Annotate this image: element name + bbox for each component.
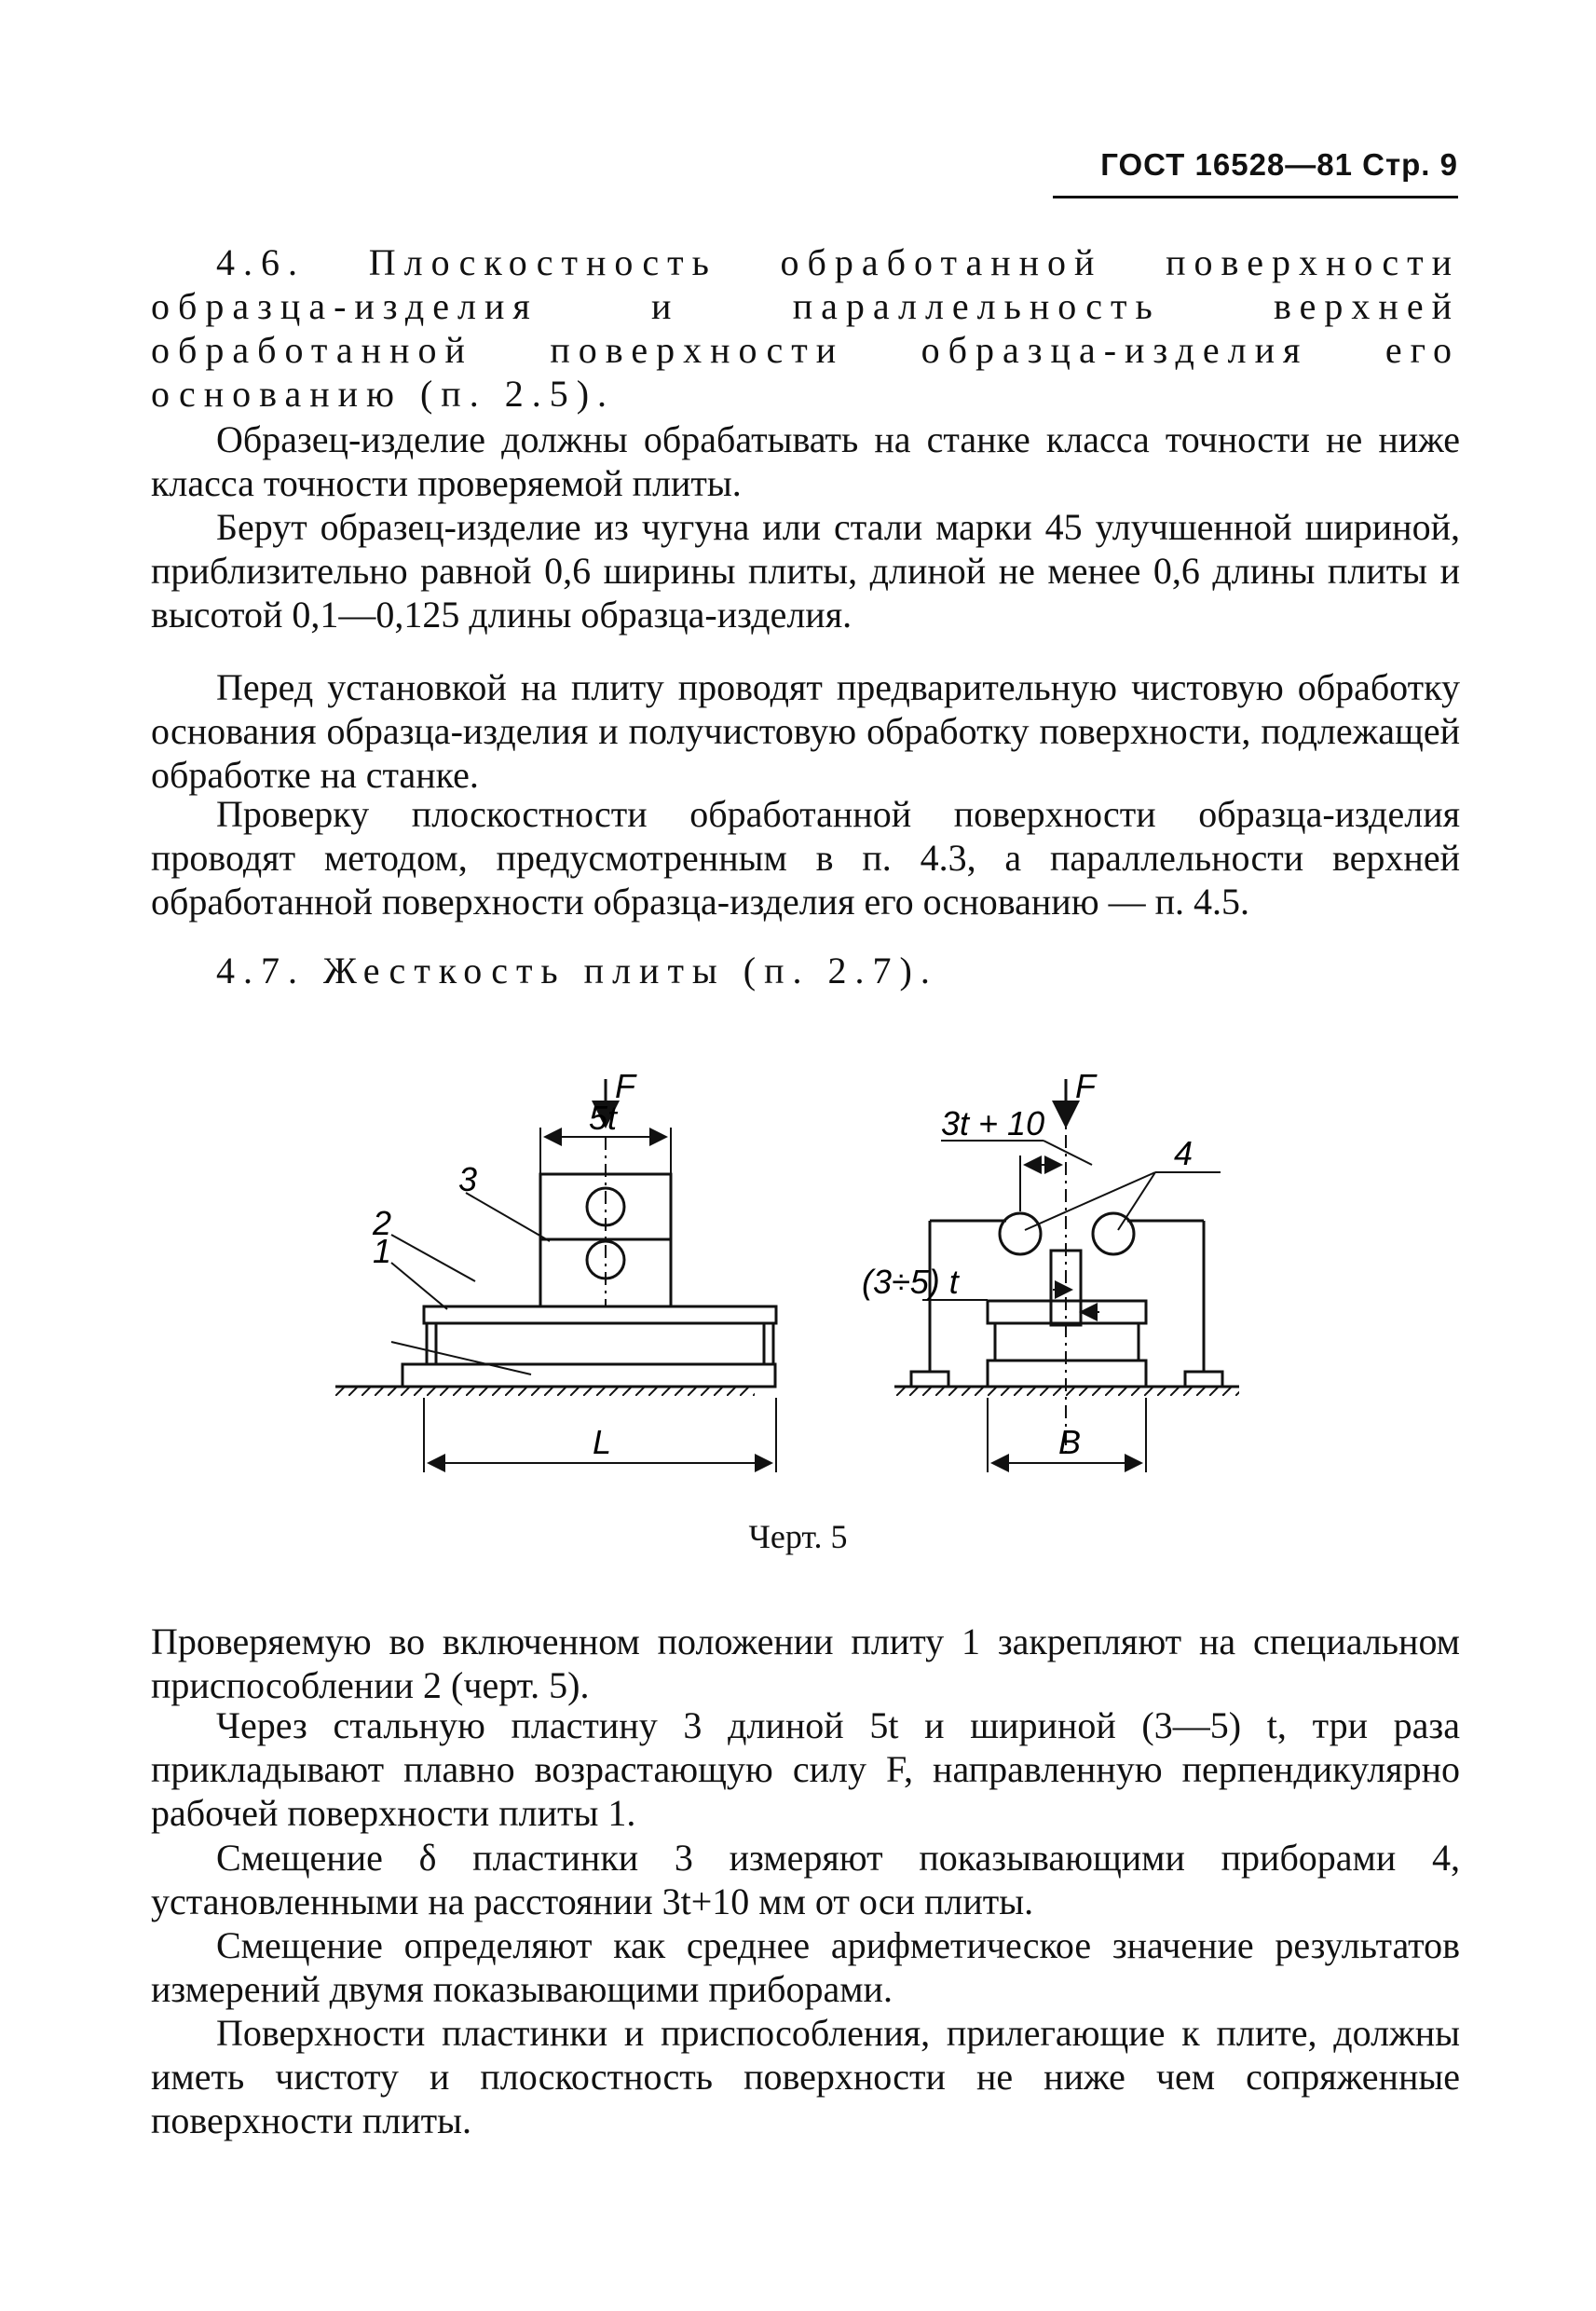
stiffness-test-diagram xyxy=(335,1044,1267,1491)
width-label-5t: 5t xyxy=(589,1099,618,1137)
length-label-L: L xyxy=(593,1423,612,1461)
section-4-7-heading: 4.7. Жесткость плиты (п. 2.7). xyxy=(216,950,938,991)
figure-caption: Черт. 5 xyxy=(748,1518,848,1555)
breadth-label-B: B xyxy=(1058,1423,1082,1461)
indicator-4-left xyxy=(1000,1213,1041,1254)
part-label-4: 4 xyxy=(1174,1134,1194,1172)
page-header: ГОСТ 16528—81 Стр. 9 xyxy=(1100,147,1458,182)
part-label-1: 1 xyxy=(373,1232,392,1270)
section-4-6-p4: Проверку плоскостности обработанной поверхности образца-изделия проводят методом, предусмотренным в п. 4.3, а параллельности верхней обработанной поверхности образца-изделия его основанию — п. 4.5. xyxy=(151,793,1460,923)
header-rule xyxy=(1053,196,1458,198)
body-p2: Через стальную пластину 3 длиной 5t и шириной (3—5) t, три раза прикладывают плавно возрастающую силу F, направленную перпендикулярно рабочей поверхности плиты 1. xyxy=(151,1704,1460,1834)
section-4-6-p2: Берут образец-изделие из чугуна или стали марки 45 улучшенной шириной, приблизительно равной 0,6 ширины плиты, длиной не менее 0,6 длины плиты и высотой 0,1—0,125 длины образца-изделия. xyxy=(151,506,1460,636)
section-4-6-heading: 4.6. Плоскостность обработанной поверхности образца-изделия и параллельность верхней обработанной поверхности образца-изделия его основанию (п. 2.5). xyxy=(151,241,1460,415)
body-p1: Проверяемую во включенном положении плиту 1 закрепляют на специальном приспособлении 2 (черт. 5). xyxy=(151,1620,1460,1706)
part-label-2: 2 xyxy=(373,1204,392,1242)
indicator-4-right xyxy=(1093,1213,1134,1254)
body-p5: Поверхности пластинки и приспособления, прилегающие к плите, должны иметь чистоту и плоскостность поверхности не ниже чем сопряженные поверхности плиты. xyxy=(151,2012,1460,2141)
offset-label: 3t + 10 xyxy=(941,1104,1045,1142)
gap-label: (3÷5) t xyxy=(862,1263,959,1301)
part-label-3: 3 xyxy=(458,1160,478,1198)
base-plate-left xyxy=(402,1364,775,1387)
body-p3: Смещение δ пластинки 3 измеряют показывающими приборами 4, установленными на расстоянии 3t+10 мм от оси плиты. xyxy=(151,1837,1460,1922)
force-label-right: F xyxy=(1075,1067,1096,1105)
force-label-left: F xyxy=(615,1067,635,1105)
body-p4: Смещение определяют как среднее арифметическое значение результатов измерений двумя показывающими приборами. xyxy=(151,1924,1460,2010)
section-4-6-p3: Перед установкой на плиту проводят предварительную чистовую обработку основания образца-изделия и получистовую обработку поверхности, подлежащей обработке на станке. xyxy=(151,666,1460,796)
section-4-6-p1: Образец-изделие должны обрабатывать на станке класса точности не ниже класса точности проверяемой плиты. xyxy=(151,418,1460,504)
plate-1 xyxy=(424,1306,776,1323)
